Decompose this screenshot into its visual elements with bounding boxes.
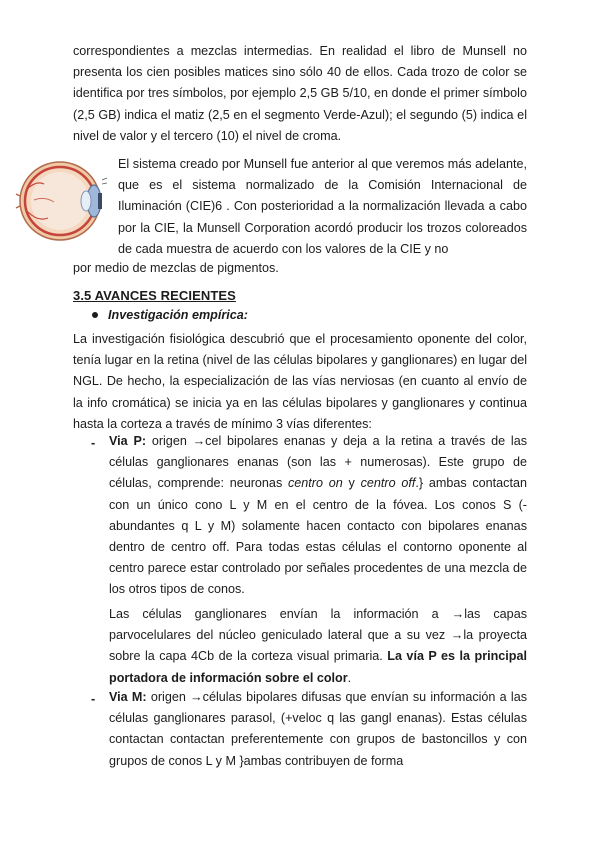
via-p-text-5: . [347,670,352,685]
via-p-paragraph-2 [109,604,527,689]
dash-marker-via-p: - [91,436,96,450]
via-p-italic-2: centro off [360,476,416,491]
bullet-item [92,308,248,322]
via-p-text-4: Las células ganglionares envían la información a →las capas parvocelulares del núcleo geniculado lateral que a su vez →la proyecta sobre la capa 4Cb de la corteza visual primaria. [109,607,527,664]
paragraph-cie-intro: El sistema creado por Munsell fue anterior al que veremos más adelante, que es el sistema normalizado de la Comisión Internacional de Iluminación (CIE)6 . Con posterioridad a la normalización llevada a cabo por la CIE, la Munsell Corporation acordó producir los trozos coloreados de cada muestra de acuerdo con los valores de la CIE y no [118,157,527,256]
via-p-text-3: .} ambas contactan con un único cono L y M en el centro de la fóvea. Los conos S (-abundantes q L y M) solamente hacen contacto con bipolares enanas dentro de centro off. Para todas estas células el contorno oponente al centro parece estar controlado por señales procedentes de una mezcla de los otros tipos de conos. [109,476,527,597]
via-m-label: Via M: [109,690,147,704]
via-p-bold-statement: La vía P es la principal portadora de información sobre el color [109,649,527,685]
via-p-label: Via P: [109,434,147,448]
via-p-text-1: origen →cel bipolares enanas y deja a la retina a través de las células ganglionares enanas (son las + numerosas). Este grupo de células, comprende: neuronas [109,434,527,491]
dash-marker-via-m: - [91,692,96,706]
via-p-paragraph [109,431,527,601]
paragraph-cie-end: por medio de mezclas de pigmentos. [73,261,279,275]
section-heading: 3.5 AVANCES RECIENTES [73,288,236,303]
via-m-paragraph [109,687,527,772]
via-p-text-2: y [342,476,361,491]
eye-anatomy-illustration [14,160,108,242]
paragraph-physiology: La investigación fisiológica descubrió que el procesamiento oponente del color, tenía lugar en la retina (nivel de las células bipolares y ganglionares) en lugar del NGL. De hecho, la especialización de las vías nerviosas (en cuanto al envío de la info cromática) se inicia ya en las células bipolares y ganglionares y continua hasta la corteza a través de mínimo 3 vías diferentes: [73,332,527,431]
bullet-label: Investigación empírica: [108,308,248,322]
bullet-dot-icon [92,312,98,318]
via-p-italic-1: centro on [288,476,343,491]
via-m-text-1: origen →células bipolares difusas que envían su información a las células ganglionares parasol, (+veloc q las gangl enanas). Estas células contactan contactan preferentemente con grupos de bastoncillos y con grupos de conos L y M }ambas contribuyen de forma [109,690,527,768]
paragraph-munsell-symbols: correspondientes a mezclas intermedias. En realidad el libro de Munsell no presenta los cien posibles matices sino sólo 40 de ellos. Cada trozo de color se identifica por tres símbolos, por ejemplo 2,5 GB 5/10, en donde el primer símbolo (2,5 GB) indica el matiz (2,5 en el segmento Verde-Azul); el segundo (5) indica el nivel de valor y el tercero (10) el nivel de croma. [73,44,527,143]
